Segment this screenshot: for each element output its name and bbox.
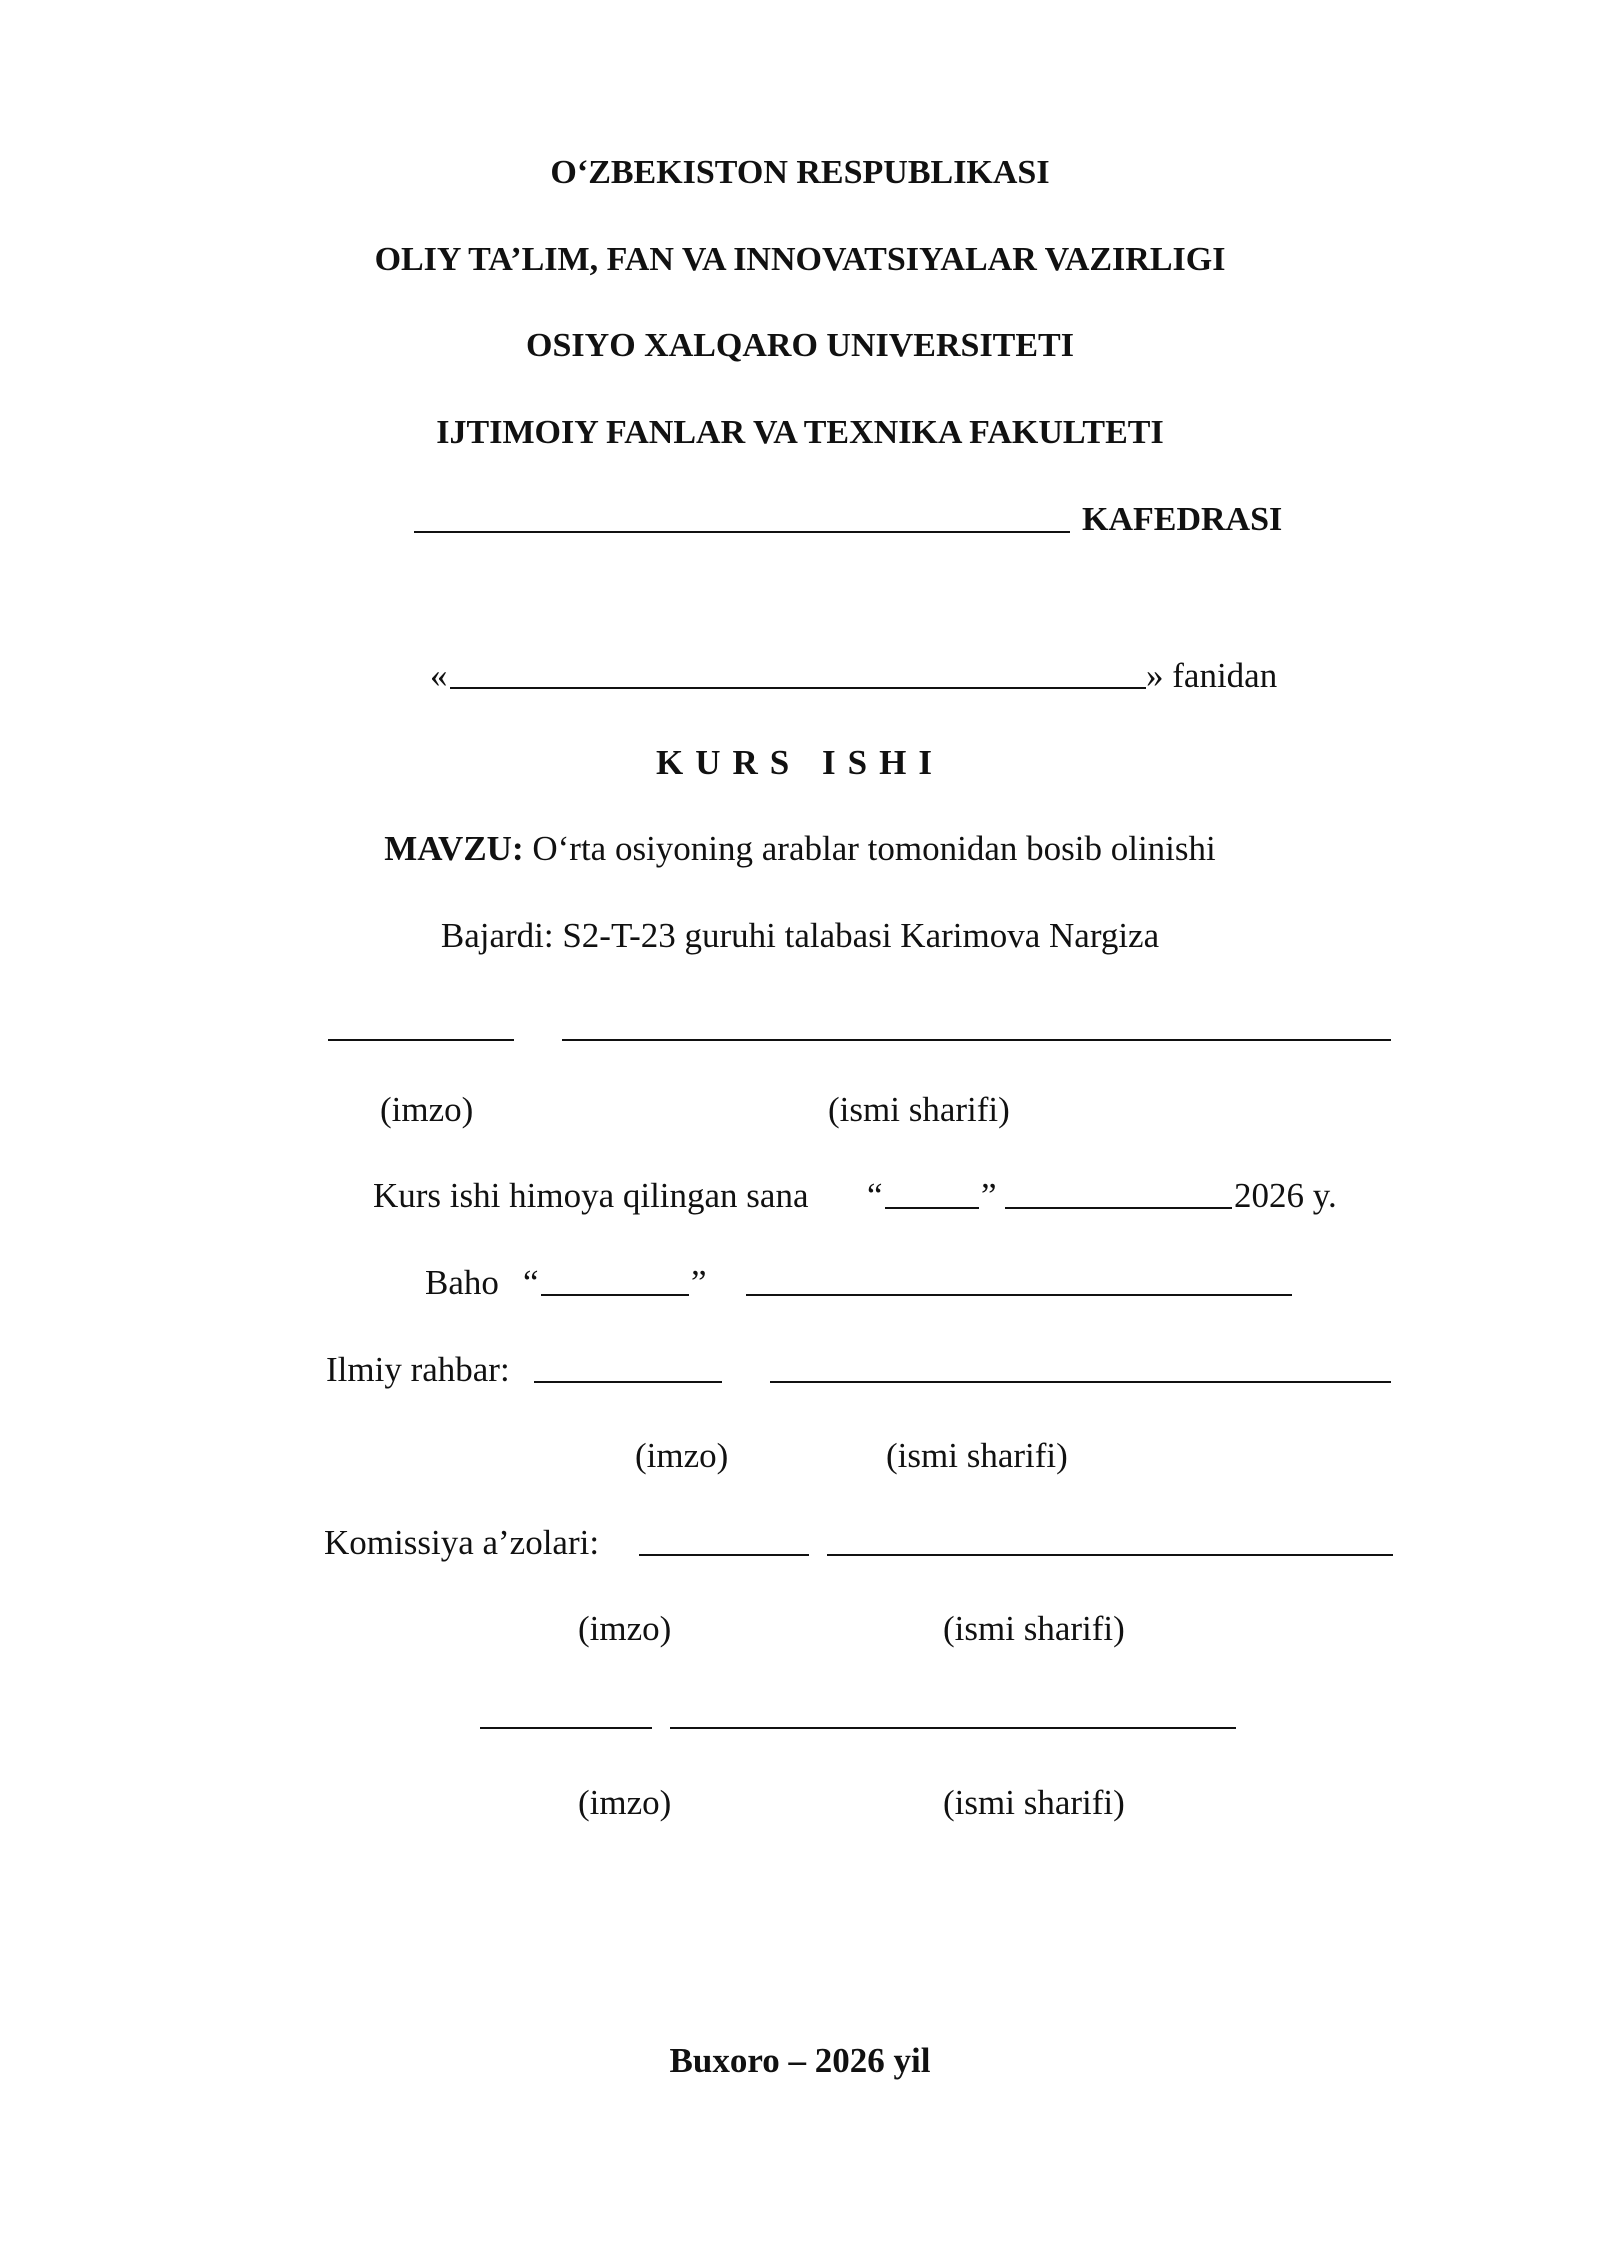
grade-label: Baho (425, 1263, 499, 1302)
commission-signature-caption-2: (imzo) (578, 1783, 672, 1822)
commission-label: Komissiya a’zolari: (324, 1523, 600, 1562)
grade-close-quote: ” (691, 1263, 707, 1302)
commission-name-caption-2: (ismi sharifi) (943, 1783, 1125, 1822)
commission-name-line-1 (827, 1554, 1393, 1556)
student-signature-caption: (imzo) (380, 1090, 474, 1129)
author-line: Bajardi: S2-T-23 guruhi talabasi Karimova Nargiza (440, 916, 1160, 955)
topic-label: MAVZU: (384, 829, 524, 868)
country-heading: O‘ZBEKISTON RESPUBLIKASI (550, 154, 1050, 191)
department-suffix: KAFEDRASI (1082, 501, 1283, 538)
faculty-heading: IJTIMOIY FANLAR VA TEXNIKA FAKULTETI (436, 414, 1164, 451)
supervisor-label: Ilmiy rahbar: (326, 1350, 510, 1389)
supervisor-signature-caption: (imzo) (635, 1436, 729, 1475)
subject-suffix: » fanidan (1146, 656, 1278, 695)
defense-open-quote: “ (867, 1176, 883, 1215)
document-type-title: KURS ISHI (656, 743, 944, 782)
defense-month-blank (1005, 1207, 1232, 1209)
topic-value: O‘rta osiyoning arablar tomonidan bosib olinishi (523, 829, 1216, 868)
student-signature-line (328, 1039, 514, 1041)
city-year-footer: Buxoro – 2026 yil (669, 2041, 931, 2080)
student-name-caption: (ismi sharifi) (828, 1090, 1010, 1129)
grade-words-blank (746, 1294, 1292, 1296)
grade-blank (541, 1294, 689, 1296)
supervisor-name-caption: (ismi sharifi) (886, 1436, 1068, 1475)
topic-line (0, 827, 1600, 871)
defense-close-quote: ” (981, 1176, 997, 1215)
grade-open-quote: “ (523, 1263, 539, 1302)
commission-signature-caption-1: (imzo) (578, 1609, 672, 1648)
student-name-line (562, 1039, 1391, 1041)
subject-open-quote: « (430, 656, 448, 695)
supervisor-signature-line (534, 1381, 722, 1383)
commission-name-caption-1: (ismi sharifi) (943, 1609, 1125, 1648)
defense-year: 2026 y. (1234, 1176, 1337, 1215)
supervisor-name-line (770, 1381, 1391, 1383)
subject-blank-line (450, 687, 1146, 689)
commission-name-line-2 (670, 1727, 1236, 1729)
commission-signature-line-2 (480, 1727, 652, 1729)
ministry-heading: OLIY TA’LIM, FAN VA INNOVATSIYALAR VAZIRLIGI (374, 241, 1226, 278)
defense-date-label: Kurs ishi himoya qilingan sana (373, 1176, 809, 1215)
defense-day-blank (885, 1207, 979, 1209)
department-blank-line (414, 531, 1070, 533)
university-heading: OSIYO XALQARO UNIVERSITETI (526, 327, 1074, 364)
commission-signature-line-1 (639, 1554, 809, 1556)
